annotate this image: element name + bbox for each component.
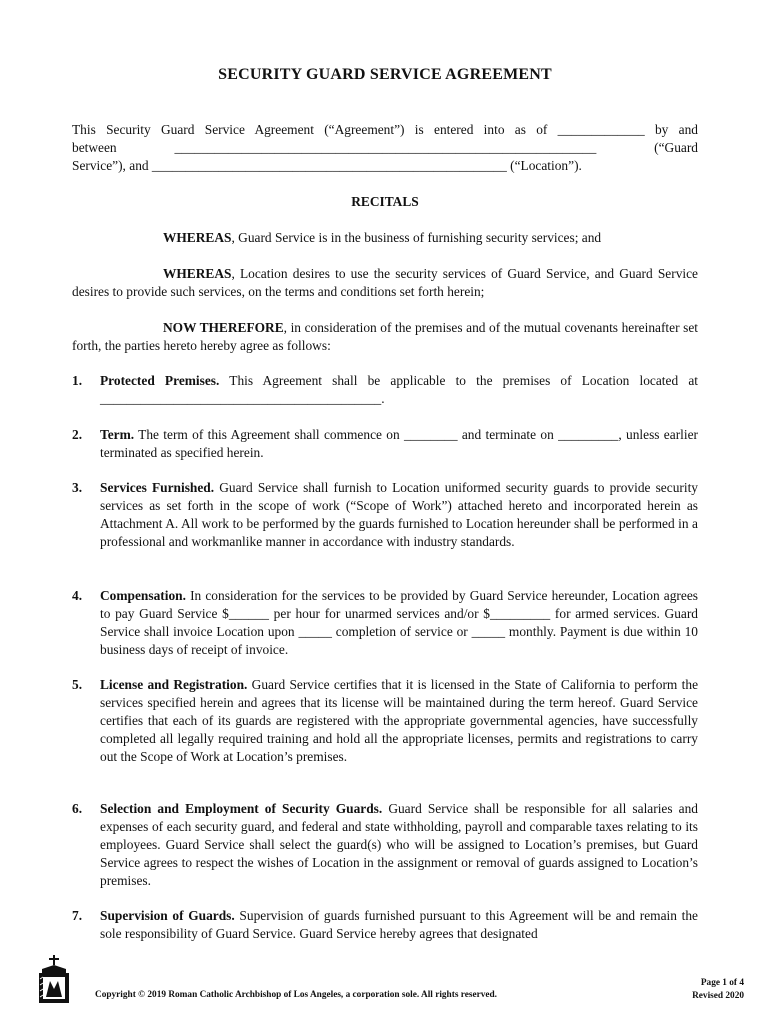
section-heading: Protected Premises.: [100, 373, 220, 388]
section-heading: Term.: [100, 427, 135, 442]
section-7: [72, 907, 698, 943]
section-text: This Agreement shall be applicable to the premises of Location located at __________________________________________.: [100, 373, 698, 406]
section-6: [72, 800, 698, 890]
section-number: 7.: [72, 908, 83, 923]
intro-line-3: Service”), and _____________________________________________________ (“Location”).: [72, 158, 582, 173]
archdiocese-seal-icon: [36, 955, 76, 1005]
section-text: In consideration for the services to be provided by Guard Service hereunder, Location agrees to pay Guard Service $______ per hour for unarmed services and/or $_________ for armed services. Guard Service shall invoice Location upon _____ completion of service or _____ monthly. Payment is due within 10 business days of receipt of invoice.: [100, 588, 698, 657]
section-1: [72, 372, 698, 408]
section-4: [72, 587, 698, 659]
section-heading: Supervision of Guards.: [100, 908, 235, 923]
whereas-1-text: , Guard Service is in the business of furnishing security services; and: [231, 230, 602, 245]
intro-guard-label: (“Guard: [654, 140, 698, 155]
copyright-notice: Copyright © 2019 Roman Catholic Archbishop of Los Angeles, a corporation sole. All rights reserved.: [95, 990, 497, 1000]
section-number: 6.: [72, 801, 83, 816]
intro-paragraph: [72, 121, 698, 175]
whereas-paragraph-1: [72, 229, 698, 247]
whereas-paragraph-2: [72, 265, 698, 301]
page-number-block: [692, 977, 744, 1003]
recitals-heading: RECITALS: [351, 194, 419, 209]
intro-between: between: [72, 140, 117, 155]
page-footer: [0, 950, 770, 1024]
section-number: 5.: [72, 677, 83, 692]
intro-line-2: [72, 139, 698, 157]
section-number: 4.: [72, 588, 83, 603]
whereas-2-keyword: WHEREAS: [163, 266, 232, 281]
page-number: Page 1 of 4: [700, 978, 744, 988]
section-number: 1.: [72, 373, 83, 388]
now-therefore-paragraph: [72, 319, 698, 355]
revision-date: Revised 2020: [692, 991, 744, 1001]
section-number: 2.: [72, 427, 83, 442]
intro-line-1: This Security Guard Service Agreement (“Agreement”) is entered into as of _____________ by and: [72, 122, 698, 137]
now-therefore-text: , in consideration of the premises and of the mutual covenants hereinafter set forth, the parties hereto hereby agree as follows:: [72, 320, 699, 353]
now-therefore-keyword: NOW THEREFORE: [163, 320, 284, 335]
whereas-1-keyword: WHEREAS: [163, 230, 232, 245]
whereas-2-text: , Location desires to use the security services of Guard Service, and Guard Service desires to provide such services, on the terms and conditions set forth herein;: [72, 266, 698, 299]
section-heading: Services Furnished.: [100, 480, 215, 495]
section-number: 3.: [72, 480, 83, 495]
section-3: [72, 479, 698, 551]
section-text: Guard Service shall furnish to Location uniformed security guards to provide security services as set forth in the scope of work (“Scope of Work”) attached hereto and incorporated herein as Attachment A. All work to be performed by the guards furnished to Location hereunder shall be performed in a professional and workmanlike manner in accordance with industry standards.: [100, 480, 698, 549]
section-5: [72, 676, 698, 766]
section-heading: License and Registration.: [100, 677, 248, 692]
section-text: Guard Service shall be responsible for all salaries and expenses of each security guard, and federal and state withholding, payroll and comparable taxes relating to its employees. Guard Service shall select the guard(s) who will be assigned to Location’s premises, but Guard Service agrees to respect the wishes of Location in the assignment or removal of guards assigned to Location’s premises.: [100, 801, 698, 888]
section-text: Supervision of guards furnished pursuant to this Agreement will be and remain the sole responsibility of Guard Service. Guard Service hereby agrees that designated: [100, 908, 698, 941]
page-title: SECURITY GUARD SERVICE AGREEMENT: [218, 66, 552, 83]
section-2: [72, 426, 698, 462]
section-text: Guard Service certifies that it is licensed in the State of California to perform the services specified herein and agrees that its license will be maintained during the term hereof. Guard Service certifies that each of its guards are registered with the appropriate governmental agencies, have successfully completed all legally required training and hold all the appropriate licenses, permits and registrations to carry out the Scope of Work at Location’s premises.: [100, 677, 699, 764]
section-text: The term of this Agreement shall commence on ________ and terminate on _________, unless earlier terminated as specified herein.: [100, 427, 698, 460]
section-heading: Compensation.: [100, 588, 186, 603]
intro-party-blank: _______________________________________________________________: [174, 140, 597, 155]
section-heading: Selection and Employment of Security Guards.: [100, 801, 383, 816]
